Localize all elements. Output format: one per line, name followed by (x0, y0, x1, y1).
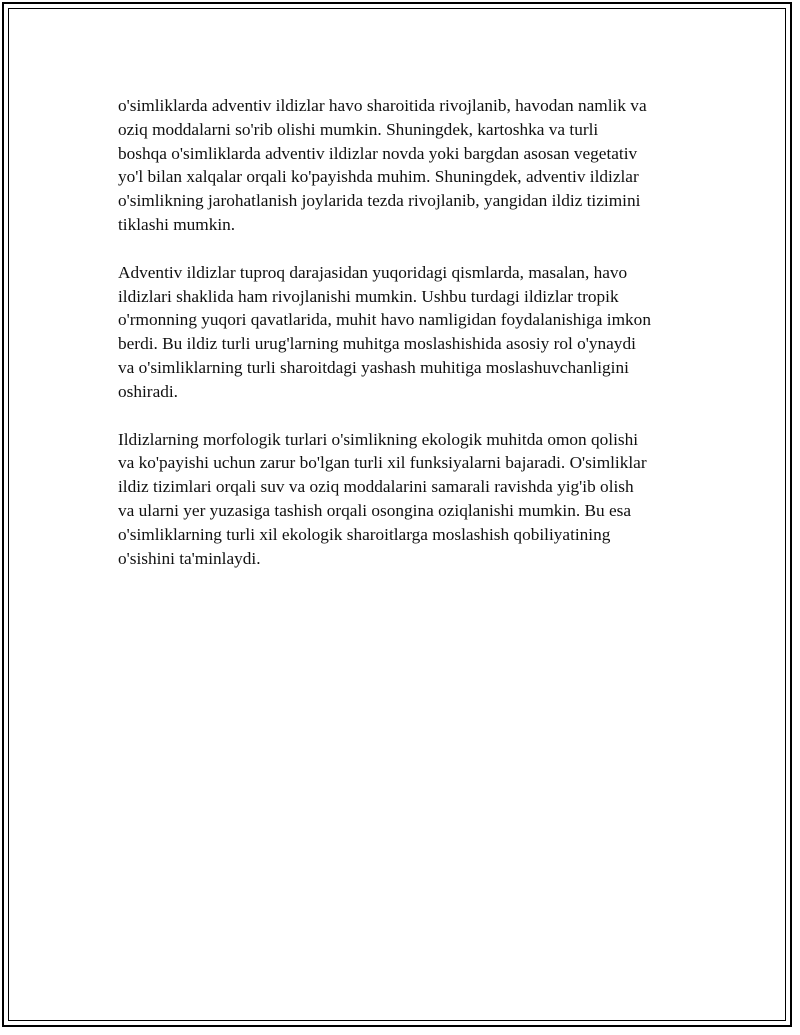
text-line: berdi. Bu ildiz turli urug'larning muhitga moslashishida asosiy rol o'ynaydi (118, 334, 636, 354)
text-line: o'sishini ta'minlaydi. (118, 548, 261, 568)
document-body (118, 94, 703, 594)
text-line: Adventiv ildizlar tuproq darajasidan yuqoridagi qismlarda, masalan, havo (118, 262, 628, 282)
text-line: o'rmonning yuqori qavatlarida, muhit havo namligidan foydalanishiga imkon (118, 310, 651, 330)
text-line: oshiradi. (118, 381, 178, 401)
text-line: yo'l bilan xalqalar orqali ko'payishda muhim. Shuningdek, adventiv ildizlar (118, 167, 639, 187)
text-line: tiklashi mumkin. (118, 214, 236, 234)
text-line: ildizlari shaklida ham rivojlanishi mumkin. Ushbu turdagi ildizlar tropik (118, 286, 619, 306)
text-line: o'simliklarning turli xil ekologik sharoitlarga moslashish qobiliyatining (118, 524, 611, 544)
text-line: o'simliklarda adventiv ildizlar havo sharoitida rivojlanib, havodan namlik va (118, 96, 647, 115)
paragraph-2 (118, 261, 703, 404)
text-line: va ularni yer yuzasiga tashish orqali osongina oziqlanishi mumkin. Bu esa (118, 500, 632, 520)
text-line: o'simlikning jarohatlanish joylarida tezda rivojlanib, yangidan ildiz tizimini (118, 191, 641, 211)
text-line: oziq moddalarni so'rib olishi mumkin. Shuningdek, kartoshka va turli (118, 119, 599, 139)
text-line: Ildizlarning morfologik turlari o'simlikning ekologik muhitda omon qolishi (118, 429, 639, 449)
paragraph-1 (118, 94, 703, 237)
text-line: va ko'payishi uchun zarur bo'lgan turli xil funksiyalarni bajaradi. O'simliklar (118, 453, 647, 473)
paragraph-3 (118, 428, 703, 571)
text-line: va o'simliklarning turli sharoitdagi yashash muhitiga moslashuvchanligini (118, 357, 629, 377)
text-line: ildiz tizimlari orqali suv va oziq moddalarini samarali ravishda yig'ib olish (118, 477, 634, 497)
text-line: boshqa o'simliklarda adventiv ildizlar novda yoki bargdan asosan vegetativ (118, 143, 638, 163)
